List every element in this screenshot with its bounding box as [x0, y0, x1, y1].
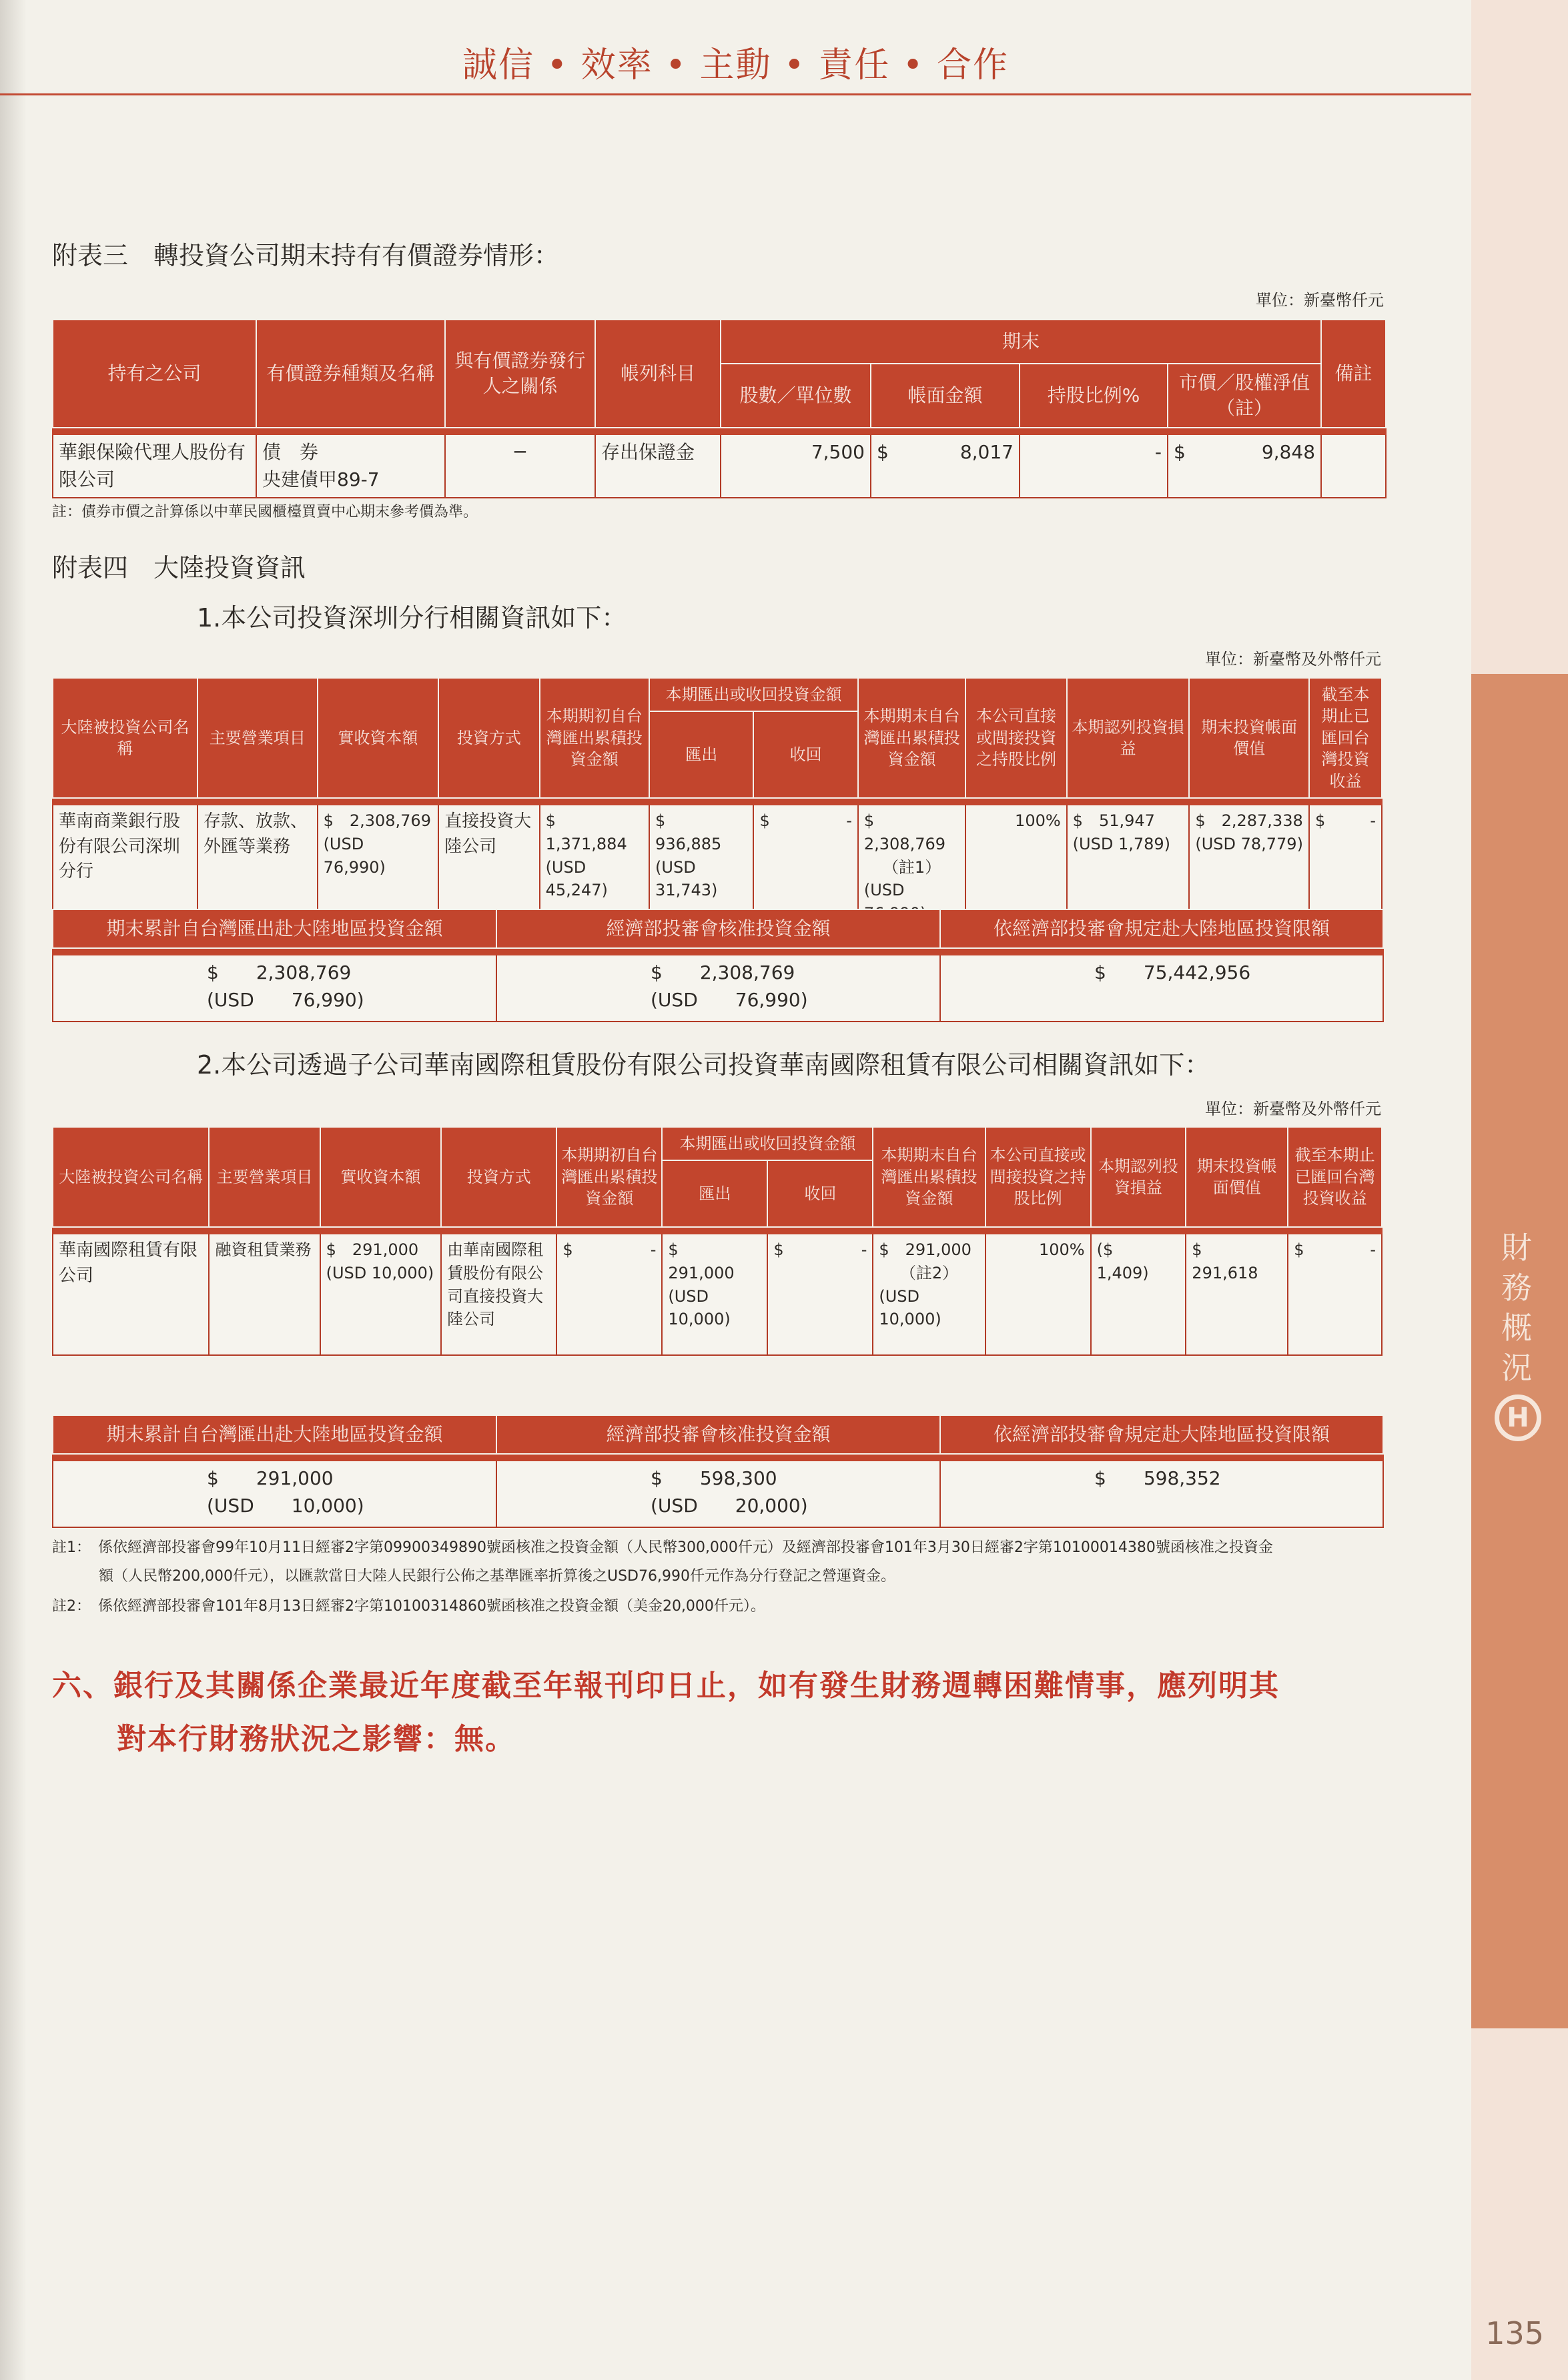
t4a-header-method: 投資方式 — [438, 678, 539, 798]
t4b-header-book: 期末投資帳面價值 — [1186, 1127, 1288, 1227]
t4a-gain: $ 51,947 — [1072, 811, 1155, 830]
table3-market-currency: $ — [1174, 441, 1186, 463]
table4-part2 — [52, 1126, 1383, 1356]
table4-note2: 註2： 係依經濟部投審會101年8月13日經審2字第10100314860號函核准之投資金額（美金20,000仟元）。 — [52, 1598, 765, 1615]
t4a-capital: $ 2,308,769 — [323, 811, 431, 830]
table3-header-relation: 與有價證券發行人之關係 — [445, 320, 595, 428]
section6-line1: 六、銀行及其關係企業最近年度截至年報刊印日止，如有發生財務週轉困難情事，應列明其 — [52, 1669, 1280, 1703]
t4a-end-note: （註1） — [882, 857, 941, 877]
header-rule — [0, 93, 1471, 95]
table3-market-cell — [1168, 434, 1321, 498]
t4b-header-out: 匯出 — [662, 1160, 767, 1227]
page-number: 135 — [1485, 2315, 1544, 2351]
t4b-sum-header-accum: 期末累計自台灣匯出赴大陸地區投資金額 — [53, 1415, 496, 1454]
table3-book-currency: $ — [877, 441, 889, 463]
table3-shares: 7,500 — [721, 434, 871, 498]
t4a-header-repatriated: 截至本期止已匯回台灣投資收益 — [1309, 678, 1382, 798]
t4a-back-currency: $ — [759, 811, 770, 830]
t4b-rep-currency: $ — [1294, 1240, 1304, 1259]
t4b-begin-cell — [556, 1234, 662, 1355]
t4b-back: - — [861, 1240, 867, 1259]
t4b-sum-accum: $ 291,000 — [207, 1467, 334, 1489]
t4b-rep-cell — [1288, 1234, 1382, 1355]
t4b-end-cell — [873, 1234, 985, 1355]
t4b-capital: $ 291,000 — [326, 1240, 419, 1259]
table4-note1-cont: 額（人民幣200,000仟元），以匯款當日大陸人民銀行公佈之基準匯率折算後之USD76,990仟元作為分行登記之營運資金。 — [99, 1568, 895, 1585]
table3-header-account: 帳列科目 — [595, 320, 721, 428]
table4-note1: 註1： 係依經濟部投審會99年10月11日經審2字第09900349890號函核准之投資金額（人民幣300,000仟元）及經濟部投審會101年3月30日經審2字第10100014380號函核准之投資金 — [52, 1539, 1273, 1556]
table3-header-holder: 持有之公司 — [53, 320, 256, 428]
table3-relation: ─ — [445, 434, 595, 498]
t4b-gain: ($ 1,409) — [1091, 1234, 1186, 1355]
t4b-capital-usd: (USD 10,000) — [326, 1263, 434, 1282]
t4b-sum-header-approved: 經濟部投審會核准投資金額 — [496, 1415, 940, 1454]
t4b-ratio: 100% — [986, 1234, 1091, 1355]
t4b-header-repatriated: 截至本期止已匯回台灣投資收益 — [1288, 1127, 1382, 1227]
t4a-sum-approved: $ 2,308,769 — [651, 961, 795, 983]
table-row — [53, 955, 1383, 1022]
table4-unit-1: 單位：新臺幣及外幣仟元 — [1205, 650, 1381, 669]
t4a-header-company: 大陸被投資公司名稱 — [53, 678, 198, 798]
t4a-header-book: 期末投資帳面價值 — [1189, 678, 1309, 798]
table3-holder: 華銀保險代理人股份有限公司 — [53, 434, 256, 498]
t4b-header-method: 投資方式 — [441, 1127, 556, 1227]
t4a-header-out: 匯出 — [649, 711, 753, 798]
t4a-header-back: 收回 — [753, 711, 857, 798]
t4b-sum-approved-usd: (USD 20,000) — [651, 1494, 808, 1517]
t4a-book: $ 2,287,338 — [1195, 811, 1303, 830]
t4b-out-cell — [662, 1234, 767, 1355]
t4a-sum-approved-usd: (USD 76,990) — [651, 988, 808, 1011]
table-row — [53, 1234, 1382, 1355]
table4-unit-2: 單位：新臺幣及外幣仟元 — [1205, 1100, 1381, 1118]
t4a-header-end: 本期期末自台灣匯出累積投資金額 — [858, 678, 965, 798]
t4a-begin: $ 1,371,884 — [545, 811, 627, 853]
t4a-header-ratio: 本公司直接或間接投資之持股比例 — [965, 678, 1066, 798]
t4a-back: - — [846, 811, 852, 830]
table3-book: 8,017 — [959, 441, 1014, 463]
table3-header-remark: 備註 — [1321, 320, 1386, 428]
gutter-shadow — [0, 0, 27, 2380]
t4b-header-gain: 本期認列投資損益 — [1091, 1127, 1186, 1227]
table-row — [53, 1461, 1383, 1527]
t4b-header-flow: 本期匯出或收回投資金額 — [662, 1127, 873, 1160]
t4a-rep: - — [1370, 811, 1376, 830]
table3-type-kind: 債 券 — [262, 441, 319, 463]
t4b-method: 由華南國際租賃股份有限公司直接投資大陸公司 — [441, 1234, 556, 1355]
t4b-header-company: 大陸被投資公司名稱 — [53, 1127, 209, 1227]
t4b-header-business: 主要營業項目 — [209, 1127, 320, 1227]
table4-sub1: 1.本公司投資深圳分行相關資訊如下： — [197, 603, 627, 633]
t4a-sum-accum-cell — [53, 955, 496, 1022]
t4a-sum-header-accum: 期末累計自台灣匯出赴大陸地區投資金額 — [53, 909, 496, 948]
t4a-company: 華南商業銀行股份有限公司深圳分行 — [53, 805, 198, 930]
t4a-end-usd: (USD — [863, 881, 905, 900]
t4b-end: $ 291,000 — [879, 1240, 971, 1259]
table3-note: 註：債券市價之計算係以中華民國櫃檯買賣中心期末參考價為準。 — [52, 504, 478, 520]
table4-summary2 — [52, 1415, 1384, 1528]
t4b-back-currency: $ — [773, 1240, 784, 1259]
t4b-sum-approved-cell — [496, 1461, 940, 1527]
t4b-sum-approved: $ 598,300 — [651, 1467, 777, 1489]
bank-logo-icon: H — [1495, 1395, 1541, 1441]
t4a-out: $ 936,885 — [655, 811, 722, 853]
t4a-method: 直接投資大陸公司 — [438, 805, 539, 930]
table3-market: 9,848 — [1261, 441, 1316, 463]
t4a-business: 存款、放款、外匯等業務 — [198, 805, 318, 930]
table3-account: 存出保證金 — [595, 434, 721, 498]
side-tab-top — [1471, 0, 1568, 674]
table3-type — [256, 434, 445, 498]
table3-header-ratio: 持股比例% — [1020, 364, 1168, 428]
t4b-sum-accum-cell — [53, 1461, 496, 1527]
table4-sub2: 2.本公司透過子公司華南國際租賃股份有限公司投資華南國際租賃有限公司相關資訊如下： — [197, 1050, 1210, 1080]
t4b-begin: - — [650, 1240, 657, 1259]
table4-summary1 — [52, 909, 1384, 1022]
t4a-header-business: 主要營業項目 — [198, 678, 318, 798]
t4a-sum-approved-cell — [496, 955, 940, 1022]
t4a-header-flow: 本期匯出或收回投資金額 — [649, 678, 858, 711]
t4b-rep: - — [1370, 1240, 1376, 1259]
t4b-end-note: （註2） — [899, 1263, 959, 1282]
t4a-header-capital: 實收資本額 — [318, 678, 439, 798]
t4a-header-begin: 本期期初自台灣匯出累積投資金額 — [540, 678, 649, 798]
table4-caption: 附表四 大陸投資資訊 — [52, 553, 306, 582]
t4a-ratio: 100% — [965, 805, 1066, 930]
table3-header-period-end: 期末 — [721, 320, 1321, 364]
table3-caption: 附表三 轉投資公司期末持有有價證券情形： — [52, 241, 560, 270]
t4a-book-usd: (USD 78,779) — [1195, 834, 1303, 853]
t4b-header-capital: 實收資本額 — [320, 1127, 441, 1227]
section6-line2: 對本行財務狀況之影響：無。 — [117, 1722, 516, 1756]
t4b-book: $ 291,618 — [1186, 1234, 1288, 1355]
table3-remark — [1321, 434, 1386, 498]
t4a-capital-usd: (USD 76,990) — [323, 834, 386, 877]
t4b-sum-limit: $ 598,352 — [940, 1461, 1383, 1527]
t4b-sum-accum-usd: (USD 10,000) — [207, 1494, 364, 1517]
t4b-header-back: 收回 — [767, 1160, 873, 1227]
t4b-begin-currency: $ — [562, 1240, 573, 1259]
t4b-header-ratio: 本公司直接或間接投資之持股比例 — [986, 1127, 1091, 1227]
t4b-sum-header-limit: 依經濟部投審會規定赴大陸地區投資限額 — [940, 1415, 1383, 1454]
t4b-capital-cell — [320, 1234, 441, 1355]
side-tab-label: 財務概況 — [1501, 1230, 1535, 1386]
t4a-sum-limit: $ 75,442,956 — [940, 955, 1383, 1022]
t4b-company: 華南國際租賃有限公司 — [53, 1234, 209, 1355]
t4b-back-cell — [767, 1234, 873, 1355]
table3-header-market: 市價／股權淨值（註） — [1168, 364, 1321, 428]
table3-header-book: 帳面金額 — [871, 364, 1020, 428]
t4b-out-usd: (USD 10,000) — [668, 1286, 731, 1329]
t4b-end-usd: (USD 10,000) — [879, 1286, 941, 1329]
table3-header-type: 有價證券種類及名稱 — [256, 320, 445, 428]
t4a-gain-usd: (USD 1,789) — [1072, 834, 1171, 853]
t4a-sum-header-approved: 經濟部投審會核准投資金額 — [496, 909, 940, 948]
t4b-header-end: 本期期末自台灣匯出累積投資金額 — [873, 1127, 985, 1227]
page-header-motto: 誠信 • 效率 • 主動 • 責任 • 合作 — [462, 45, 1009, 85]
table4-part1 — [52, 677, 1383, 931]
table3 — [52, 319, 1387, 498]
t4b-business: 融資租賃業務 — [209, 1234, 320, 1355]
t4a-end: $ 2,308,769 — [863, 811, 946, 853]
table3-header-shares: 股數／單位數 — [721, 364, 871, 428]
t4a-sum-accum: $ 2,308,769 — [207, 961, 352, 983]
t4a-begin-usd: (USD 45,247) — [545, 857, 608, 900]
t4a-header-gain: 本期認列投資損益 — [1067, 678, 1190, 798]
table3-ratio: - — [1020, 434, 1168, 498]
t4a-sum-accum-usd: (USD 76,990) — [207, 988, 364, 1011]
t4a-out-usd: (USD 31,743) — [655, 857, 718, 900]
t4a-rep-currency: $ — [1314, 811, 1326, 830]
t4a-sum-header-limit: 依經濟部投審會規定赴大陸地區投資限額 — [940, 909, 1383, 948]
table-row — [53, 434, 1386, 498]
t4b-header-begin: 本期期初自台灣匯出累積投資金額 — [556, 1127, 662, 1227]
t4b-out: $ 291,000 — [668, 1240, 735, 1282]
table3-type-name: 央建債甲89-7 — [262, 468, 380, 490]
table3-book-cell — [871, 434, 1020, 498]
table3-unit: 單位：新臺幣仟元 — [1256, 291, 1384, 310]
